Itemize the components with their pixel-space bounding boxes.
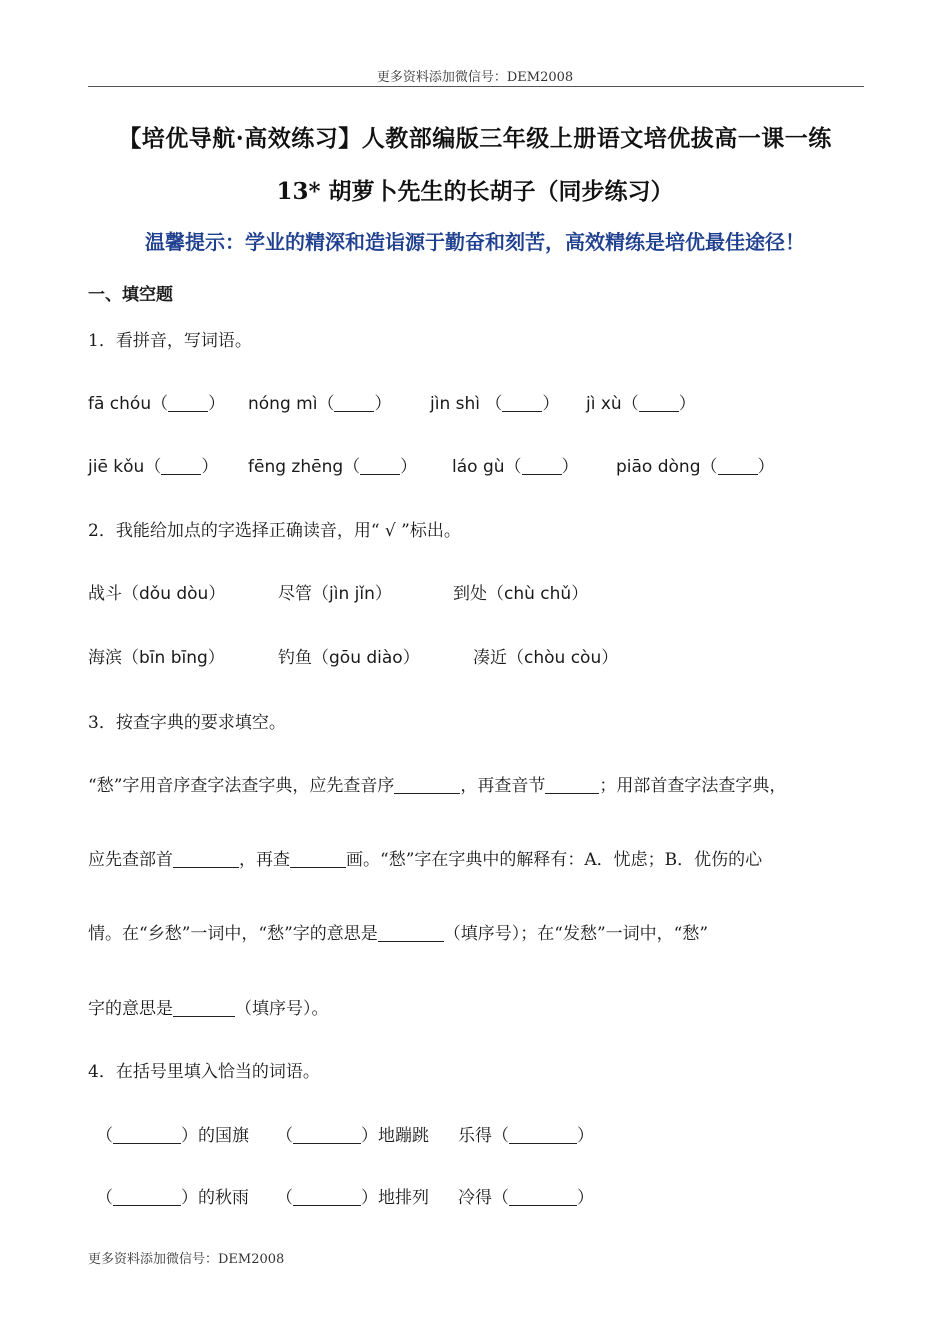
text: ；用部首查字法查字典，	[599, 776, 787, 796]
reading-options[interactable]: gōu diào	[329, 648, 403, 668]
word: 尽管	[278, 584, 312, 604]
question-3-line-1	[88, 771, 868, 796]
lesson-title: 13* 胡萝卜先生的长胡子（同步练习）	[276, 178, 674, 205]
text: 应先查部首	[88, 850, 173, 870]
question-4-title: 4．在括号里填入恰当的词语。	[88, 1062, 320, 1082]
text: （填序号）；在“发愁”一词中，“愁”	[443, 924, 709, 944]
phrase: 地蹦跳	[378, 1126, 429, 1146]
question-1-title: 1．看拼音，写词语。	[88, 331, 252, 351]
reading-options[interactable]: bīn bīng	[139, 648, 208, 668]
word: 凑近	[473, 648, 507, 668]
word: 战斗	[88, 584, 122, 604]
page-footer: 更多资料添加微信号：DEM2008	[88, 1252, 285, 1267]
pinyin: jiē kǒu	[88, 457, 145, 477]
pinyin: nóng mì	[248, 394, 318, 414]
pinyin: fā chóu	[88, 394, 152, 414]
pinyin: jìn shì	[430, 394, 480, 414]
tip-banner: 温馨提示：学业的精深和造诣源于勤奋和刻苦，高效精练是培优最佳途径！	[145, 230, 805, 254]
answer-blank[interactable]	[502, 394, 542, 412]
answer-blank[interactable]	[360, 457, 400, 475]
answer-blank[interactable]	[293, 1126, 361, 1144]
phrase: 地排列	[378, 1188, 429, 1208]
question-3-line-3	[88, 919, 868, 944]
pinyin: piāo dòng	[616, 457, 701, 477]
word: 钓鱼	[278, 648, 312, 668]
reading-options[interactable]: chù chǔ	[504, 584, 572, 604]
answer-blank[interactable]	[173, 850, 239, 868]
reading-options[interactable]: chòu còu	[524, 648, 602, 668]
answer-blank[interactable]	[293, 1188, 361, 1206]
phrase: 冷得	[458, 1188, 492, 1208]
word: 海滨	[88, 648, 122, 668]
text: 画。“愁”字在字典中的解释有：A．忧虑；B．优伤的心	[346, 850, 763, 870]
pinyin: jì xù	[586, 394, 622, 414]
text: ，再查	[239, 850, 290, 870]
phrase: 的国旗	[198, 1126, 249, 1146]
text: 字的意思是	[88, 999, 173, 1019]
answer-blank[interactable]	[290, 850, 346, 868]
pinyin: fēng zhēng	[248, 457, 344, 477]
text: “愁”字用音序查字法查字典，应先查音序	[88, 776, 395, 796]
pinyin: láo gù	[452, 457, 505, 477]
section-heading: 一、填空题	[88, 285, 173, 305]
text: （填序号）。	[235, 999, 329, 1019]
answer-blank[interactable]	[378, 924, 444, 942]
header-rule	[88, 86, 864, 87]
page-header: 更多资料添加微信号：DEM2008	[376, 70, 574, 85]
answer-blank[interactable]	[394, 776, 460, 794]
question-3-line-2	[88, 845, 868, 870]
question-2-title: 2．我能给加点的字选择正确读音，用“ √ ”标出。	[88, 521, 461, 541]
reading-options[interactable]: jìn jǐn	[329, 584, 375, 604]
answer-blank[interactable]	[545, 776, 599, 794]
answer-blank[interactable]	[509, 1126, 577, 1144]
question-3-line-4	[88, 994, 868, 1019]
answer-blank[interactable]	[113, 1126, 181, 1144]
answer-blank[interactable]	[718, 457, 758, 475]
answer-blank[interactable]	[113, 1188, 181, 1206]
text: ，再查音节	[460, 776, 546, 796]
text: 情。在“乡愁”一词中，“愁”字的意思是	[88, 924, 378, 944]
answer-blank[interactable]	[639, 394, 679, 412]
phrase: 乐得	[458, 1126, 492, 1146]
document-title: 【培优导航·高效练习】人教部编版三年级上册语文培优拔高一课一练	[118, 125, 832, 152]
word: 到处	[453, 584, 487, 604]
answer-blank[interactable]	[168, 394, 208, 412]
answer-blank[interactable]	[509, 1188, 577, 1206]
answer-blank[interactable]	[173, 999, 235, 1017]
answer-blank[interactable]	[334, 394, 374, 412]
reading-options[interactable]: dǒu dòu	[139, 584, 209, 604]
phrase: 的秋雨	[198, 1188, 249, 1208]
question-3-title: 3．按查字典的要求填空。	[88, 713, 286, 733]
answer-blank[interactable]	[161, 457, 201, 475]
answer-blank[interactable]	[522, 457, 562, 475]
